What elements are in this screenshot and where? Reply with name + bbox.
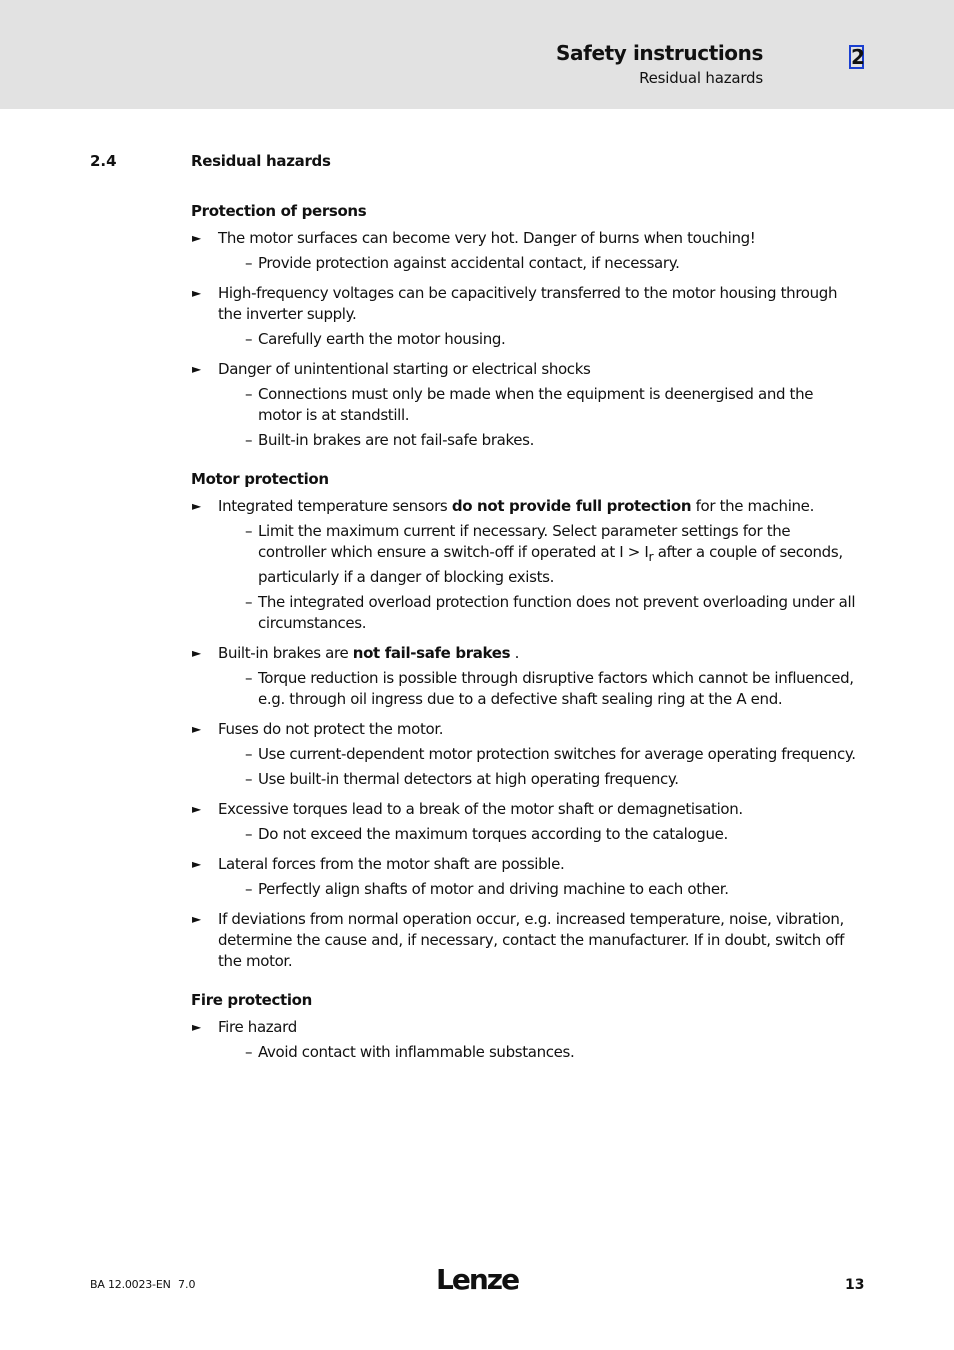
bullet-text: If deviations from normal operation occur, e.g. increased temperature, noise, vibration, determine the cause and, if necessary, contact the manufacturer. If in doubt, switch off the motor. <box>218 910 845 970</box>
page-header <box>0 0 954 109</box>
dash-icon: – <box>245 745 253 763</box>
arrow-bullet-icon: ► <box>192 231 201 245</box>
sub-item <box>218 744 856 765</box>
list-item <box>191 228 856 274</box>
arrow-bullet-icon: ► <box>192 857 201 871</box>
section-subtitle: Residual hazards <box>639 69 763 87</box>
dash-icon: – <box>245 669 253 687</box>
emphasis-text: not fail-safe brakes <box>352 644 511 662</box>
sub-item-text: The integrated overload protection function does not prevent overloading under all circumstances. <box>258 593 856 632</box>
sub-item <box>218 668 856 710</box>
bullet-text <box>218 496 856 517</box>
sub-item-text: Perfectly align shafts of motor and driving machine to each other. <box>258 880 729 898</box>
sub-item <box>218 824 856 845</box>
document-code: BA 12.0023-EN <box>90 1278 171 1291</box>
dash-icon: – <box>245 385 253 403</box>
text-part: Integrated temperature sensors <box>218 497 452 515</box>
list-item <box>191 496 856 634</box>
subheading-protection-of-persons: Protection of persons <box>191 202 367 220</box>
arrow-bullet-icon: ► <box>192 912 201 926</box>
sub-item <box>218 879 856 900</box>
dash-icon: – <box>245 825 253 843</box>
subheading-motor-protection: Motor protection <box>191 470 329 488</box>
section-title: Residual hazards <box>191 152 331 170</box>
sub-item <box>218 384 856 426</box>
bullet-text: Danger of unintentional starting or electrical shocks <box>218 360 591 378</box>
dash-icon: – <box>245 880 253 898</box>
document-version: 7.0 <box>178 1278 196 1291</box>
lenze-logo: Lenze <box>436 1263 519 1296</box>
sub-item-text: Do not exceed the maximum torques according to the catalogue. <box>258 825 728 843</box>
bullet-text: Fuses do not protect the motor. <box>218 720 444 738</box>
sub-item-text: Built-in brakes are not fail-safe brakes. <box>258 431 535 449</box>
dash-icon: – <box>245 431 253 449</box>
dash-icon: – <box>245 254 253 272</box>
sub-item-text: Avoid contact with inflammable substances. <box>258 1043 575 1061</box>
bullet-text: Lateral forces from the motor shaft are possible. <box>218 855 565 873</box>
arrow-bullet-icon: ► <box>192 802 201 816</box>
page-number: 13 <box>845 1277 865 1293</box>
list-item <box>191 359 856 451</box>
list-item <box>191 799 856 845</box>
sub-item-text: Connections must only be made when the equipment is deenergised and the motor is at standstill. <box>258 385 814 424</box>
sub-item-text: Torque reduction is possible through disruptive factors which cannot be influenced, e.g. through oil ingress due to a defective shaft sealing ring at the A end. <box>258 669 854 708</box>
page-content <box>191 201 856 1072</box>
sub-item-text: after a couple of seconds, particularly if a danger of blocking exists. <box>258 543 843 586</box>
bullet-text: The motor surfaces can become very hot. Danger of burns when touching! <box>218 229 756 247</box>
dash-icon: – <box>245 330 253 348</box>
arrow-bullet-icon: ► <box>192 722 201 736</box>
text-part: . <box>510 644 520 662</box>
sub-item <box>218 521 856 588</box>
dash-icon: – <box>245 1043 253 1061</box>
text-part: Built-in brakes are <box>218 644 353 662</box>
sub-item <box>218 769 856 790</box>
list-item <box>191 283 856 350</box>
emphasis-text: do not provide full protection <box>451 497 692 515</box>
chapter-title: Safety instructions <box>556 41 763 65</box>
subscript-r: r <box>648 549 654 564</box>
sub-item <box>218 329 856 350</box>
list-item <box>191 643 856 710</box>
arrow-bullet-icon: ► <box>192 1020 201 1034</box>
list-item <box>191 854 856 900</box>
section-number: 2.4 <box>90 152 117 170</box>
bullet-text: High-frequency voltages can be capacitively transferred to the motor housing through the inverter supply. <box>218 284 838 323</box>
arrow-bullet-icon: ► <box>192 499 201 513</box>
sub-item-text: Use current-dependent motor protection switches for average operating frequency. <box>258 745 856 763</box>
subheading-fire-protection: Fire protection <box>191 991 312 1009</box>
sub-item <box>218 592 856 634</box>
dash-icon: – <box>245 522 253 540</box>
sub-item <box>218 430 856 451</box>
arrow-bullet-icon: ► <box>192 286 201 300</box>
chapter-number-link[interactable]: 2 <box>851 45 865 69</box>
list-item <box>191 909 856 972</box>
sub-item <box>218 1042 856 1063</box>
bullet-text: Fire hazard <box>218 1018 297 1036</box>
bullet-text <box>218 643 856 664</box>
text-part: for the machine. <box>691 497 814 515</box>
sub-item-text: Limit the maximum current if necessary. Select parameter settings for the controller which ensure a switch-off if operated at I > I <box>258 522 791 561</box>
sub-item-text: Provide protection against accidental contact, if necessary. <box>258 254 680 272</box>
dash-icon: – <box>245 770 253 788</box>
sub-item-text: Carefully earth the motor housing. <box>258 330 506 348</box>
arrow-bullet-icon: ► <box>192 646 201 660</box>
dash-icon: – <box>245 593 253 611</box>
bullet-text: Excessive torques lead to a break of the motor shaft or demagnetisation. <box>218 800 743 818</box>
arrow-bullet-icon: ► <box>192 362 201 376</box>
sub-item <box>218 253 856 274</box>
list-item <box>191 1017 856 1063</box>
list-item <box>191 719 856 790</box>
sub-item-text: Use built-in thermal detectors at high operating frequency. <box>258 770 679 788</box>
